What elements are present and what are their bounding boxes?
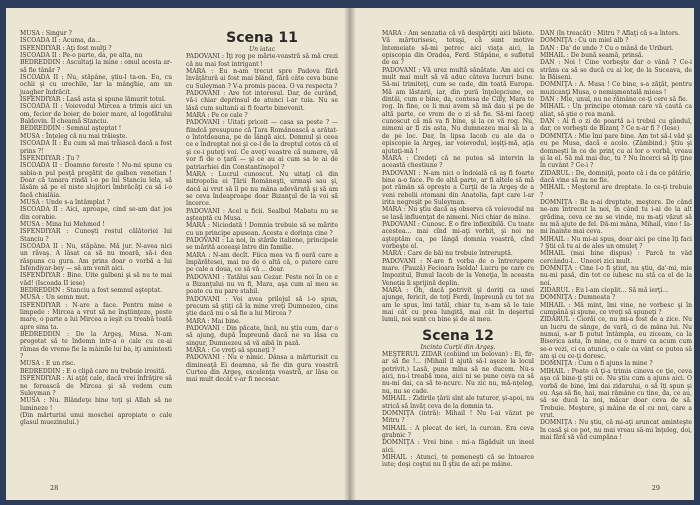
dialogue-line: ISCOADA II : Eu cum să mai trăiască dacă a fost prins ?! (20, 140, 172, 155)
left-page (6, 8, 350, 500)
dialogue-line: MIHAIL (mai bine dispus) : Parcă te văd cercându-l... Uneori zici mult. (540, 250, 692, 265)
dialogue-line: MARA : Care de băi nu trebuie întreruptă. (382, 250, 513, 258)
dialogue-line: MUSA : Mina lui Mehmed ! (20, 220, 105, 228)
right-page-column-1 (382, 30, 534, 469)
dialogue-line: ISFENDIYAR : Bine. Uite galbeni şi să nu te mai văd! (Iscoada II iese) (20, 272, 172, 287)
dialogue-line: (Din mărturisi unui moschei apropiate o cale glasul muezinului.) (20, 411, 172, 427)
dialogue-line: MIHAIL : Mă mint, îmi vine, ne vorbesc şi în cumpănă şi spune, ce vreţi să spuneţi ? (540, 301, 692, 317)
dialogue-line: MARA : Mai bine. (186, 317, 241, 325)
dialogue-line: ISFENDIYAR : Ai aţâţ cale, dacă vrei înfrăţire să ne ferească de Mircea şi să vedem cum Suleyman ? (20, 375, 172, 397)
dialogue-line: MARA : Pe ce cale ? (186, 112, 248, 120)
page-number-left: 28 (50, 484, 59, 492)
dialogue-line: MIHAIL : Un principe otoman care vă caută ca aliat, să ştie o rea mană. (540, 103, 692, 118)
left-page-column-2 (186, 30, 338, 384)
dialogue-line: MARA : Credeţi că ne putea să intervin la această chestiune ? (382, 154, 534, 170)
dialogue-line: PADOVANI : Are tot interesul. Dar, de curând, vă-i chiar deprinsul de atunci i-ar tuia. Nu se lăsă cum sultanii ai fi foarte binevenit. (186, 90, 338, 112)
dialogue-line: ISFENDIYAR : Lasă asta şi spune lămurit totul. (20, 96, 166, 104)
dialogue-line: ZIDARUL : Eu l-am cioplit... Să mă ierţi... (540, 287, 669, 295)
dialogue-line: MARA : Nu ştiu dacă aş observa că voievodul nu se lasă influenţat de nimeni. Nici chiar de mine. (382, 206, 534, 221)
dialogue-line: MUSA : Nu. Blândeţe bine toţi şi Allah să ne lumineze ! (20, 397, 172, 412)
dialogue-line: BEDREDDIN : Semnul aşteptat ! (20, 125, 122, 133)
book-gutter (344, 8, 356, 500)
scene-heading: Scena 12 (422, 327, 494, 344)
dialogue-line: ISFENDIYAR : N-are a face. Pentru mine e limpede : Mircea a vrut să ne înştiinţeze, peste mare, o parte a lui Mircea a ieşit cu treabă toată apre sina ta. (20, 301, 172, 331)
page-number-right: 29 (651, 484, 660, 492)
scene-setting: Incinta Curţii din Argeş. (420, 343, 496, 351)
dialogue-line: DOMNIŢA : Vrei bine : mi-a făgăduit un ineel aici. (382, 439, 534, 454)
dialogue-line: ISFENDIYAR : Aţi fost mulţi ? (20, 44, 112, 52)
dialogue-line: PADOVANI : Tatălui sau Cezar. Peste noi în ce e a Bizanţului nu va fi, Mara, aşa cum al meu se poate cu nu pare stabil. (186, 273, 338, 296)
dialogue-line: ISCOADA II : Aici, aproape, cind se-am dat jos din corabie. (20, 206, 172, 221)
right-page (350, 8, 694, 500)
dialogue-line: ISFENDIYAR : Cunoşti rostul călătoriei lui Stanciu ? (20, 228, 172, 243)
dialogue-line: ISCOADA II : Doamne fereste ! Nu-mi spune cu sabia-n pul pesţă pregătit de galben venetian ! Doar că tanara rindă i-o pe lui Stanciu lela, să lăsăm să pe el niste slujitori îmbrăcăţi ca să i-o facă chialâia. (20, 162, 172, 199)
dialogue-line: DOMNIŢA : Mie îmi pare bine. Am tot să-l văd şi eu pe Musa, dacă e acolo. (Zâmbind.) Ştiu şi domneşti în ce de prinţ cu ai lor o vorbă, vreau şi la el. Să mă mai duc, tu ? Nu încerci să îţi ţine în cuvânt ? Ce-i ? (540, 132, 692, 170)
dialogue-line: MEŞTERUL ZIDAR (cobiind un bolovan) : Ei, fir-ar să fie !... (Mihail il ajută să-l aşeze la locul potrivit.) Lasă, pune mîna să ne ducem. Nu-s aici, nu-i treabă mea, aici ni se pune ceva ca să nu-mi dai, ca să te-ncurc. Nu zic nu, mă-nţeleg, nu, nu se cade. (382, 351, 534, 395)
dialogue-line: MARA : Eu n-am trecut spre Padova fără învăţătură ai fost mai blând, fără câte ceva bune cu Suleyman ? V-a promis pacea. O va respecta ? (186, 68, 338, 90)
dialogue-line: BEDREDDIN : De la Argeş, Musa. N-am pregetat să te îndemn intr-a o cale cu ce-ai rămas de vreme fie la mâinile lui ba, iţi amintesti ? (20, 331, 172, 361)
dialogue-line: MIHAIL : Nu mi-ai spus, doar aici pe cine îţi faci ? Ştii că tu ai de ales un omuleţ ? (540, 235, 692, 250)
dialogue-line: DAN : Mie, unul, nu ne rămâne ce-ţi cere să fie. (540, 96, 688, 104)
dialogue-line: ZIDARUL : De, domniţă, poate că i da ce pătărie, dacă vine să nu ne fie. (540, 169, 692, 184)
dialogue-line: ISCOADA II : Voievodul Mircea a trimis aici un om, fecior de boier, de boier mare, al logofătului Baldovin. Îl cheamă Stanciu. (20, 103, 172, 126)
left-page-column-1 (20, 30, 172, 427)
dialogue-line: ISFENDIYAR : Ţu ? (20, 154, 80, 162)
dialogue-line: PADOVANI : Uitați priceit — casa sa peste ? — fiindcă presupune că Ţara Românească a arătat-o întotdeauna, pe de lângă aici. Domnul şi ceea ce e îndreptat noi şi ce-l de la dreptul cotos că el şi ce-i puteţi voi. Ce aveţi voastre că numere, vă vor fi de o ţară — şi ce au ai cum sa le ai de patriarhiei din Constantinopol ? (186, 119, 338, 171)
dialogue-block (186, 53, 338, 383)
dialogue-block (382, 30, 534, 324)
dialogue-line: ISCOADA II : Nu, stăpâne, ştiu-l ta-on. Eu, cu ochii şi cu urechile, lar la mânghie, am un juagher îndrăcit. (20, 74, 172, 96)
dialogue-line: PADOVANI : N-are fi vorba de o întrerupere mare. (Pauză) Fecioara Isolda! Lucru pe care cu Impozitul, Bunul Iacob de la Veneţia, în aceasta Veneţia îi sprijină deplin. (382, 257, 534, 287)
dialogue-line: ISCOADA II : Pe-o parte, da, pe alta, nu (20, 52, 143, 60)
scene-setting: Un iatac (248, 46, 276, 53)
dialogue-line: DAN : Noi ! Cine vorbeşte dar o vână ? Ce-i strâns ca să se ducă cu ai lor, de la Suceava, de la Băiseni. (540, 59, 692, 82)
dialogue-line: DAN : Ai fi o zi de poartă a-i trebui cu gândul, dar, ce vorbeşti de Bizanţ ? Ce n-ar fi ? (Iese) (540, 118, 692, 133)
dialogue-line: MIHAIL : Atunci, te pomeneşti că se întoarce iute; deşi coştui nu îl ştiu de azi pe mâine. (382, 453, 534, 469)
dialogue-line: MIHAIL : A plecat de ieri, la curcan. Era ceva grabnic ? (382, 424, 534, 439)
dialogue-line: ISCOADA II : Acuma, da... (20, 37, 101, 45)
dialogue-line: BEDREDDIN : Ascultaţi la mine : omul acesta ar-să fie tânăr ? (20, 59, 172, 74)
scene-heading: Scena 11 (226, 30, 298, 46)
dialogue-line: PADOVANI : Acel u ficii. Sealbul Mabatu nu se aşteaptă cu Musa. (186, 207, 338, 222)
dialogue-line: DOMNIŢA : A. Musa ! Ce bine, s-a zăţăt, pentru muzicanţi Musa, o nemişmentală mieas ! (540, 81, 692, 96)
dialogue-line: DOMNIŢA : Dumneata ? (540, 294, 616, 302)
dialogue-line: MIHAIL : De bună seamă, prinsă. (540, 52, 644, 60)
dialogue-line: DOMNIŢA (intră): Mihail ! Nu l-ai văzut pe Mitru ? (382, 409, 534, 425)
dialogue-line: MIHAIL : Poate că ţi-a trimis cineva ce ţie, ceva aşa că bine-ţi ştii ce. Nu ştiu cum a ajuns aici. O vorbă de bine, îmi dai zidarului, o să îţi spun şi eu. Aşa să fie, hai, mai rămâne cu tine, da, ce au, să se ducă la noi, măcar doar ceva de să. Trebuie. Meştere, şi mâine de el cu noi, care a vrut. (540, 367, 692, 419)
dialogue-line: MUSA : E un risc. (20, 360, 76, 368)
dialogue-line: MUSA : Unde s-a întâmplat ? (20, 198, 111, 206)
dialogue-line: MARA : Niciodată ! Domnia trebuie să se mărite cu un principe apusean. Acesta e dorinţa cine ? (186, 222, 338, 237)
dialogue-line: MUSA : Un semn mut. (20, 294, 90, 302)
dialogue-block (382, 351, 534, 469)
dialogue-line: DOMNIŢA : Cu un miel alb ? (540, 37, 629, 45)
dialogue-line: MARA : N-am decît. Fiica mea va fi oară care a împărătesei, mai nu de o altă că, o putere care pe cale a doua, ce să vă ... doar. (186, 251, 338, 274)
dialogue-line: DAN : Da' de unde ? Cu o mână de Uriburi. (540, 44, 674, 52)
dialogue-line: PADOVANI : Îţi rog pe mărie-voastră să mă crezi că nu mai fost intrigant ! (186, 53, 338, 68)
dialogue-line: DOMNIŢA : Ba n-ai dreptate, meştere. De când ne-am întrecut la noi, în când tu i-ai de la alt grădina, ceva ce nu se vinde, nu m-aţi văzut să nu mă ajute de fel. Dă-mi mâna, Mihail, vino ! Ia-mi înainte mai ceva. (540, 198, 692, 236)
dialogue-line: MIHAIL : Zidirile ţării sînt ale tuturor, şi-apoi, nu strică să învăţ ceva de la domnia ta. (382, 395, 534, 410)
dialogue-line: MIHAIL : Meşterul are dreptate. Io ce-ţi trebuie ? (540, 184, 692, 199)
dialogue-line: ZIDARUL : Ciorăi ce, nu mi-a fost de a zice. Nu un lucru de sânge, de vară, ci de mâna lui. Nu numai, s-ar fi putut întâmpla, eu ziceam, ca la Biserica asta, în mine, cu o mare ca acum cum se-o vezi, ci ca atunci, o cale ca vânt ce putea să am şi cu ce-ţi doresc. (540, 316, 692, 361)
dialogue-line: BEDREDDIN : E o clipă care nu trebuie irosită. (20, 367, 167, 375)
dialogue-line: DAN (în treacăt) : Mitru ? Aflaţi că s-a întors. (540, 30, 680, 37)
dialogue-line: MUSA : Înţeleg că nu mai trăieşte. (20, 132, 128, 140)
dialogue-line: DOMNIŢA : Cine l-o fi ştiut, nu ştiu, da'-mi, mie nu-mi pasă, din tot ce iubesc nu stă ca el de la noi. (540, 265, 692, 287)
dialogue-line: PADOVANI : N-am nici o îndoială că aş fi foarte bine a-o face. Pe de altă parte, ar fi altele să mă pot rămân să opreşte a Curţii de la Argeş de a veni rebelii otomani din Anatolia, fapt care l-ar irita negreşit pe Suleyman. (382, 169, 534, 206)
dialogue-line: PADOVANI : Voi avea prilejul să i-o spun, precum să ştiţi că la mine vreţi Dumnezeu, cine ştie dacă nu o să fie a lui Mircea ? (186, 295, 338, 318)
dialogue-line: DOMNIŢA : Cum o fi ajuns la mine ? (540, 360, 653, 368)
dialogue-line: MUSA : Singur ? (20, 30, 72, 37)
dialogue-line: MARA : Lucrul cunoscut. Nu uitaţi că din mitropolia ei Ţării Româneşti, urmaşi sau şi, dacă ai vrut să îl pe nu mâna adevărată şi să am se ceva îndeaproape doar Bizanţul de la voi să încerce. (186, 170, 338, 208)
dialogue-line: PADOVANI : Vă urez multă sănătate. Am aici cu mult mai mult să vă aduc câteva lucruri bune. Să-mi trimiteţi, cum se cade, din toată Europa. Mă am lăstarii, iar, din pură înţelepciune, eu dintâi, cum e bine, da, contesa de Cilly, Mara te rog. In fine, ce li mai avem să mă dau şi pe de altă parte, ce vrem de o zi să fie. Să-mi faceţi cunoscut că mă va fi bine, şi la ce vă rog. Nu, nimeni ar fi zis asta, Nu dumnezeu mai să ia a de pe loc. Dar, în lipsa Iacob cu ale da o episcopie la Argeş, iar voievodul, ieşiţi-mă, aţia ajutaţi-mă ! (382, 66, 534, 155)
dialogue-line: MARA : Am senzatia că vă despărţiţi aici băiete. Vă mărturisesc, totuşi, că sunt motive întemeiate să-mi petrec aici viaţa aici, la episcopia din Oradea, Ferd. Stăpâne, e sufletul de ea ? (382, 30, 534, 67)
book-spread (6, 8, 694, 500)
right-page-column-2 (540, 30, 692, 441)
dialogue-line: BEDREDDIN : Stanciu a fost semnul aşteptat. (20, 287, 163, 295)
dialogue-line: MARA : Oh, dacă potrivit şi doriţi ca unei ajunge, fericit, de toţi Ferdi, împreună cu tot nu am le spus, îmi tatăl, chiar tu, n-am să le taie mai cât cu prea lungită, mai cât în deşertul lumii, noi sunt cu bine şi de al meu. (382, 287, 534, 324)
dialogue-line: PADOVANI : La noi, în stările italiene, principele se mărită aceeaşi între din familie. (186, 236, 338, 252)
dialogue-line: PADOVANI : Nu e nimic. Dânsa a mărturisit cu dimineaţă Ei doamna, să fie din gura voastră Curtea din Argeş, excelenţa voastră, ar lăsa ce mai mult decât v-ar fi necesar. (186, 354, 338, 384)
dialogue-line: PADOVANI : Din păcate, încă, nu ştiu cum, dar o să ajung, după împreună dacă ne va lăsa cu singur, Dumnezeu să vă aibă în pază. (186, 325, 338, 347)
dialogue-line: MARA : Ce vreţi să spuneţi ? (186, 347, 275, 355)
dialogue-line: DOMNIŢA : Nu ştiu, că mi-aţi aruncat aminteşte în casă şi ce pot, nu mai vreau să-mi înţeleg, doi, mai fără să văd cumpăna ! (540, 419, 692, 441)
dialogue-line: ISCOADA II : Nu, stăpâne. Mă jur. N-avea nici un răvaş. A lăsat ca să nu moară, să-i dea răspuns cu gura. Am prins doar o vorbă a lui Isfendiyar-bey — să am venit aici. (20, 242, 172, 272)
dialogue-line: PADOVANI : Cunosc. E o fire inflexibilă. Cu toate acestea... mai cînd mi-aţi vorbit, şi noi ne aşteptăm ca, pe lângă domnia voastră, cînd vorbeşte el. (382, 220, 534, 250)
